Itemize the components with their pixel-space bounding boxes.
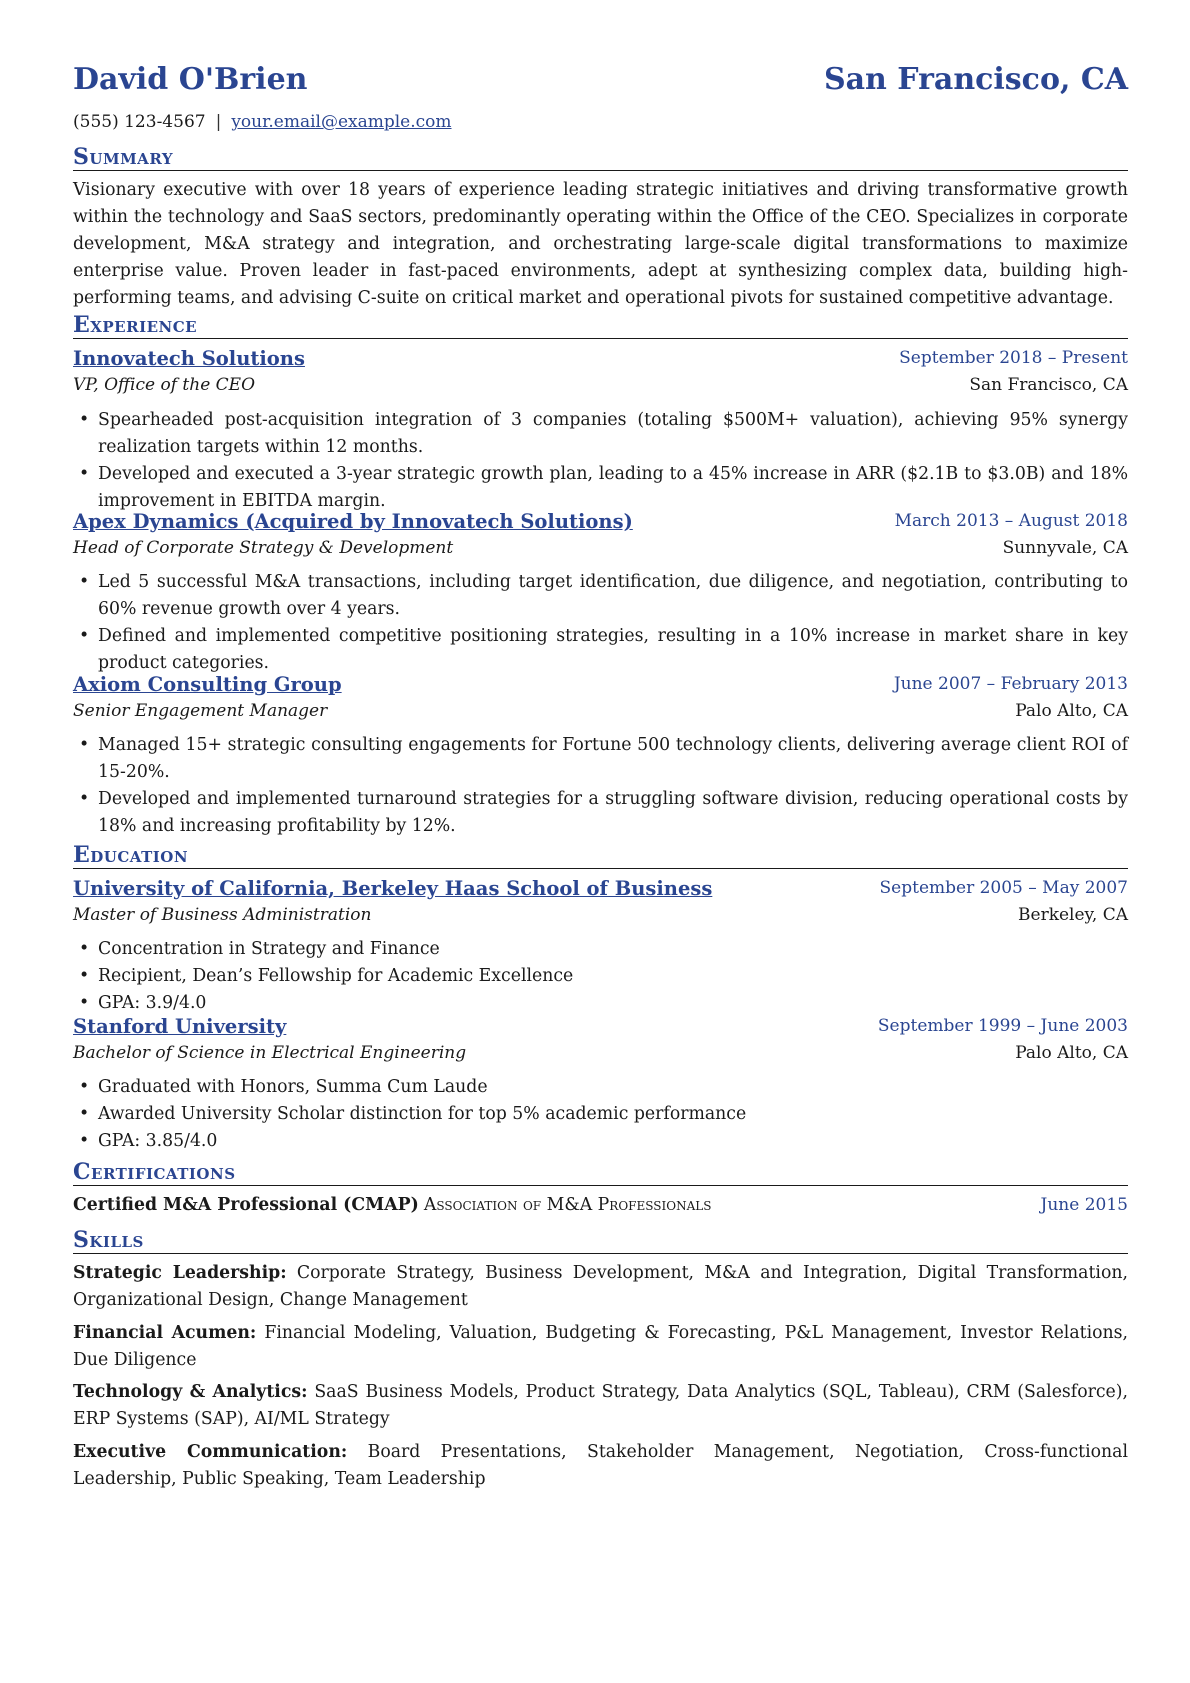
skill-items: Board Presentations, Stakeholder Management, Negotiation, Cross-functional Leadership, Public Speaking, Team Leadership — [73, 1442, 1128, 1489]
job-title: Senior Engagement Manager — [73, 701, 328, 721]
skill-category: Executive Communication: — [73, 1442, 348, 1462]
education-dates: September 2005 – May 2007 — [879, 878, 1128, 898]
certification-date: June 2015 — [1040, 1195, 1128, 1215]
employment-dates: March 2013 – August 2018 — [894, 511, 1128, 531]
candidate-location: San Francisco, CA — [823, 62, 1128, 97]
job-title: Head of Corporate Strategy & Development — [73, 538, 454, 558]
job-location: Palo Alto, CA — [1015, 701, 1128, 721]
job-location: Sunnyvale, CA — [1002, 538, 1128, 558]
employment-dates: June 2007 – February 2013 — [893, 674, 1128, 694]
experience-entry-subheader — [73, 535, 1128, 562]
experience-entry-header — [73, 671, 1128, 698]
candidate-name: David O'Brien — [73, 62, 308, 97]
certification-row — [73, 1192, 1128, 1219]
education-bullets — [73, 936, 1128, 1017]
school-link[interactable]: University of California, Berkeley Haas School of Business — [73, 877, 713, 900]
employment-dates: September 2018 – Present — [899, 348, 1128, 368]
experience-bullets — [73, 732, 1128, 840]
employer-link[interactable]: Innovatech Solutions — [73, 347, 305, 370]
list-item: • Led 5 successful M&A transactions, including target identification, due diligence, and negotiation, contributing to 60% revenue growth over 4 years. — [73, 569, 1128, 623]
summary-text: Visionary executive with over 18 years of experience leading strategic initiatives and driving transformative growth within the technology and SaaS sectors, predominantly operating within the Office of the CEO. Specializes in corporate development, M&A strategy and integration, and orchestrating large-scale digital transformations to maximize enterprise value. Proven leader in fast-paced environments, adept at synthesizing complex data, building high-performing teams, and advising C-suite on critical market and operational pivots for sustained competitive advantage. — [73, 180, 1128, 308]
experience-entry-header — [73, 345, 1128, 372]
email-link[interactable]: your.email@example.com — [231, 112, 452, 132]
school-link[interactable]: Stanford University — [73, 1015, 287, 1038]
experience-entry-subheader — [73, 372, 1128, 399]
list-item: • Concentration in Strategy and Finance — [73, 936, 1128, 963]
list-item: • Spearheaded post-acquisition integration of 3 companies (totaling $500M+ valuation), achieving 95% synergy realization targets within 12 months. — [73, 407, 1128, 461]
resume-page — [73, 0, 1129, 1489]
phone-number: (555) 123-4567 — [73, 112, 206, 132]
education-bullets — [73, 1074, 1128, 1155]
employer-link[interactable]: Axiom Consulting Group — [73, 673, 342, 696]
experience-entry-subheader — [73, 698, 1128, 725]
job-location: San Francisco, CA — [969, 375, 1128, 395]
school-location: Berkeley, CA — [1018, 905, 1128, 925]
school-location: Palo Alto, CA — [1015, 1043, 1128, 1063]
skill-items: SaaS Business Models, Product Strategy, Data Analytics (SQL, Tableau), CRM (Salesforce), ERP Systems (SAP), AI/ML Strategy — [73, 1382, 1129, 1429]
employer-link[interactable]: Apex Dynamics (Acquired by Innovatech Solutions) — [73, 510, 633, 533]
degree-title: Bachelor of Science in Electrical Engineering — [73, 1043, 467, 1063]
skill-group — [73, 1260, 1128, 1314]
skill-items: Financial Modeling, Valuation, Budgeting & Forecasting, P&L Management, Investor Relations, Due Diligence — [73, 1323, 1128, 1370]
list-item: • Graduated with Honors, Summa Cum Laude — [73, 1074, 1128, 1101]
section-title-certifications: Certifications — [73, 1159, 1128, 1186]
certification-issuer: Association of M&A Professionals — [423, 1195, 712, 1215]
skill-category: Technology & Analytics: — [73, 1382, 308, 1402]
education-entry-subheader — [73, 902, 1128, 929]
section-title-summary: Summary — [73, 144, 1128, 171]
list-item: • Awarded University Scholar distinction for top 5% academic performance — [73, 1101, 1128, 1128]
contact-line — [73, 111, 452, 133]
skill-items: Corporate Strategy, Business Development, M&A and Integration, Digital Transformation, Organizational Design, Change Management — [73, 1263, 1128, 1310]
list-item: • Managed 15+ strategic consulting engagements for Fortune 500 technology clients, delivering average client ROI of 15-20%. — [73, 732, 1128, 786]
skill-group — [73, 1379, 1128, 1433]
section-title-experience: Experience — [73, 312, 1128, 339]
certification-name: Certified M&A Professional (CMAP) — [73, 1195, 419, 1215]
list-item: • GPA: 3.9/4.0 — [73, 990, 1128, 1017]
education-entry-header — [73, 1013, 1128, 1040]
skill-group — [73, 1320, 1128, 1374]
degree-title: Master of Business Administration — [73, 905, 372, 925]
list-item: • Defined and implemented competitive positioning strategies, resulting in a 10% increase in market share in key product categories. — [73, 623, 1128, 677]
contact-separator: | — [215, 112, 222, 132]
education-dates: September 1999 – June 2003 — [877, 1016, 1128, 1036]
job-title: VP, Office of the CEO — [73, 375, 256, 395]
skill-category: Financial Acumen: — [73, 1323, 257, 1343]
list-item: • GPA: 3.85/4.0 — [73, 1128, 1128, 1155]
list-item: • Developed and executed a 3-year strategic growth plan, leading to a 45% increase in ARR ($2.1B to $3.0B) and 18% improvement in EBITDA margin. — [73, 461, 1128, 515]
section-title-skills: Skills — [73, 1227, 1128, 1254]
education-entry-header — [73, 875, 1128, 902]
experience-bullets — [73, 407, 1128, 515]
skill-category: Strategic Leadership: — [73, 1263, 287, 1283]
experience-entry-header — [73, 508, 1128, 535]
education-entry-subheader — [73, 1040, 1128, 1067]
list-item: • Recipient, Dean’s Fellowship for Academic Excellence — [73, 963, 1128, 990]
skill-group — [73, 1439, 1128, 1493]
section-title-education: Education — [73, 842, 1128, 869]
list-item: • Developed and implemented turnaround strategies for a struggling software division, reducing operational costs by 18% and increasing profitability by 12%. — [73, 786, 1128, 840]
experience-bullets — [73, 569, 1128, 677]
